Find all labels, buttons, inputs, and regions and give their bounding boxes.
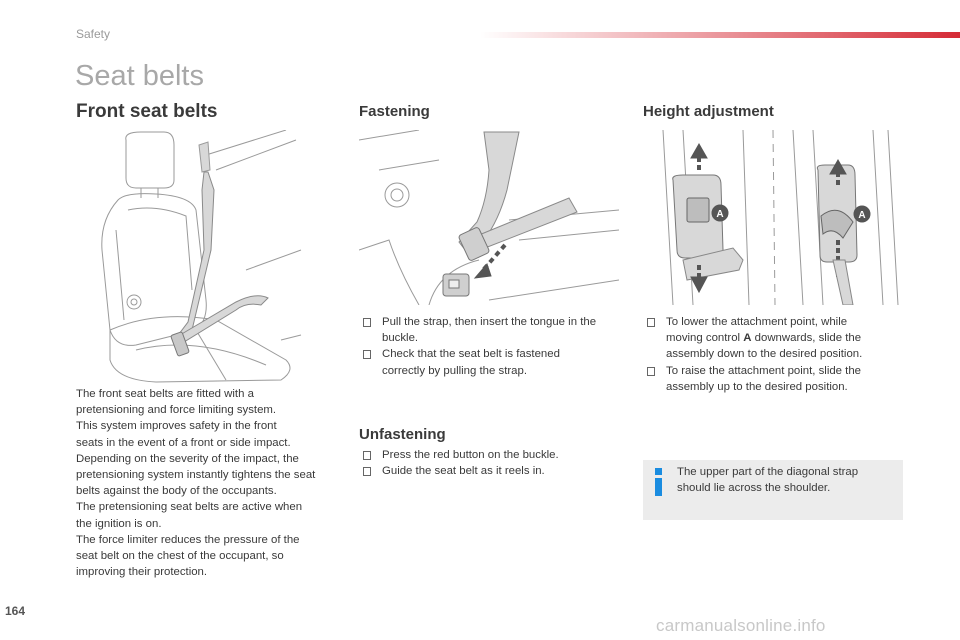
- fastening-steps: [359, 314, 629, 379]
- control-a-label: A: [743, 332, 752, 345]
- info-note-line: should lie across the shoulder.: [677, 482, 831, 495]
- info-note-line: The upper part of the diagonal strap: [677, 466, 859, 478]
- front-text-line: Depending on the severity of the impact, the: [76, 452, 299, 465]
- fastening-step-line: correctly by pulling the strap.: [382, 364, 527, 377]
- front-text-line: seat belt on the chest of the occupant, so: [76, 550, 284, 563]
- checkbox-icon: [363, 451, 371, 460]
- front-seat-belts-heading: Front seat belts: [76, 101, 218, 122]
- section-label: Safety: [76, 27, 111, 41]
- front-text-line: This system improves safety in the front: [76, 420, 277, 433]
- page-number: 164: [5, 604, 26, 618]
- checkbox-icon: [363, 467, 371, 476]
- height-step: [643, 314, 918, 363]
- checkbox-icon: [647, 367, 655, 376]
- height-step-line: moving control A downwards, slide the: [666, 332, 862, 345]
- header-accent-bar: [480, 32, 960, 38]
- height-adjustment-illustration: [643, 130, 903, 305]
- front-seat-belts-description: [76, 386, 346, 580]
- front-text-line: seats in the event of a front or side impact.: [76, 436, 291, 449]
- front-text-line: improving their protection.: [76, 566, 208, 579]
- fastening-illustration: [359, 130, 619, 305]
- unfastening-step: [359, 447, 629, 463]
- height-adjustment-steps: [643, 314, 918, 395]
- front-text-line: The force limiter reduces the pressure of the: [76, 533, 300, 546]
- checkbox-icon: [363, 318, 371, 327]
- seat-illustration: [96, 130, 306, 385]
- svg-text:A: A: [858, 210, 866, 221]
- unfastening-step-text: Press the red button on the buckle.: [382, 449, 559, 461]
- fastening-heading: Fastening: [359, 103, 430, 120]
- fastening-step: [359, 314, 629, 346]
- height-step-line: To lower the attachment point, while: [666, 316, 848, 328]
- front-text-line: belts against the body of the occupants.: [76, 485, 277, 498]
- unfastening-heading: Unfastening: [359, 426, 446, 443]
- fastening-step-line: Check that the seat belt is fastened: [382, 348, 560, 361]
- unfastening-step-text: Guide the seat belt as it reels in.: [382, 465, 545, 478]
- height-step: [643, 363, 918, 395]
- fastening-step-line: Pull the strap, then insert the tongue in the: [382, 316, 597, 328]
- front-text-line: The front seat belts are fitted with a: [76, 388, 254, 400]
- info-note: [643, 460, 903, 520]
- svg-text:A: A: [716, 209, 724, 220]
- front-text-line: the ignition is on.: [76, 517, 162, 530]
- front-text-line: pretensioning and force limiting system.: [76, 404, 277, 417]
- height-step-line: assembly up to the desired position.: [666, 380, 848, 393]
- height-step-line: To raise the attachment point, slide the: [666, 364, 862, 377]
- info-note-text: [677, 464, 892, 496]
- checkbox-icon: [647, 318, 655, 327]
- checkbox-icon: [363, 350, 371, 359]
- watermark: carmanualsonline.info: [656, 616, 826, 635]
- front-text-line: pretensioning system instantly tightens the seat: [76, 469, 316, 482]
- fastening-step: [359, 346, 629, 378]
- height-step-line: assembly down to the desired position.: [666, 348, 863, 361]
- fastening-step-line: buckle.: [382, 332, 419, 345]
- page-title: Seat belts: [75, 60, 204, 92]
- info-icon: [652, 468, 664, 496]
- unfastening-steps: [359, 447, 629, 479]
- front-text-line: The pretensioning seat belts are active when: [76, 501, 303, 514]
- height-adjustment-heading: Height adjustment: [643, 103, 774, 120]
- unfastening-step: [359, 463, 629, 479]
